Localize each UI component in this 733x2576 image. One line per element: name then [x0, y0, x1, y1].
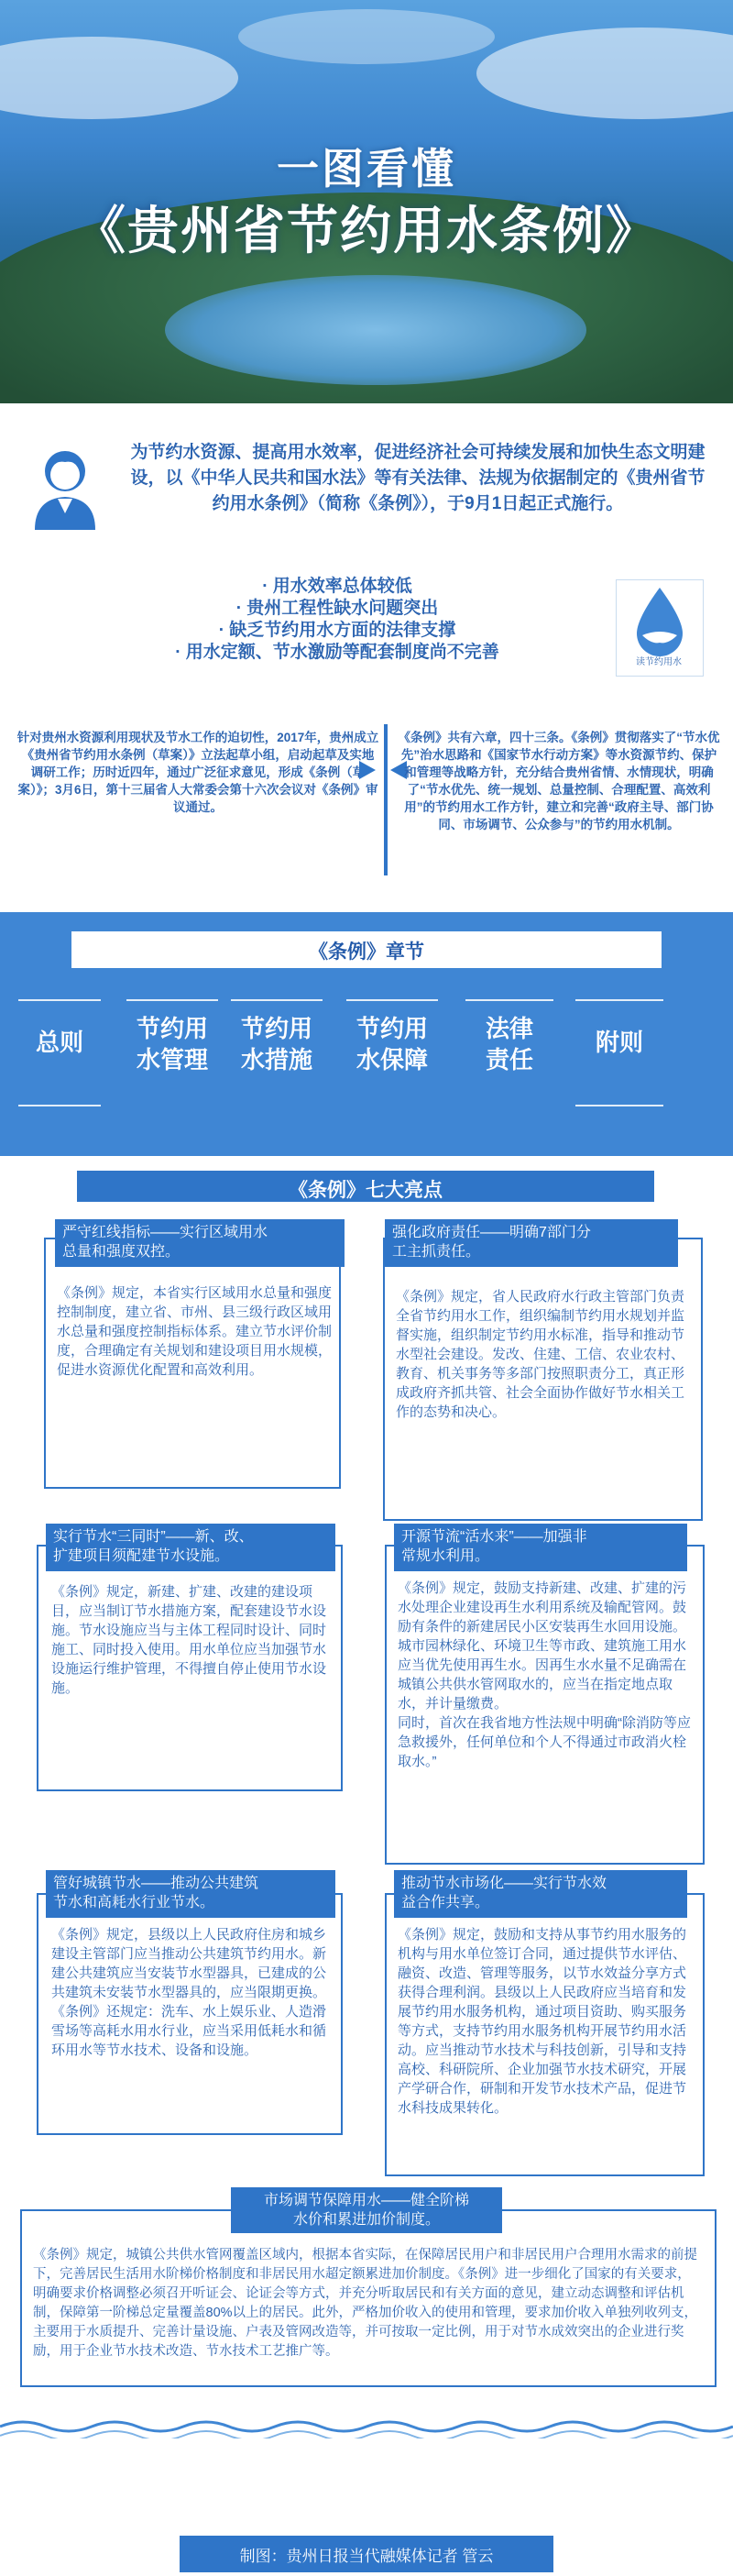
- highlight-card-head: [231, 2187, 502, 2233]
- highlight-head-line: 工主抓责任。: [392, 1244, 481, 1260]
- chapter-rule: [231, 999, 323, 1001]
- chapter-rule: [126, 999, 218, 1001]
- intro-text: 为节约水资源、提高用水效率，促进经济社会可持续发展和加快生态文明建设，以《中华人民共和国水法》等有关法律、法规为依据制定的《贵州省节约用水条例》（简称《条例》），于9月1日起正式施行。: [130, 443, 706, 513]
- issue-item: · 缺乏节约用水方面的法律支撑: [218, 621, 456, 640]
- logo-label: 读节约用水: [636, 657, 682, 667]
- chapter-3: [231, 1013, 323, 1075]
- highlight-head-line: 常规水利用。: [401, 1548, 490, 1564]
- highlight-card-head: [55, 1219, 345, 1267]
- highlights-title: 《条例》七大亮点: [289, 1180, 443, 1201]
- chapter-label: 节约用: [136, 1015, 208, 1042]
- chapter-label: 附则: [595, 1029, 643, 1056]
- highlight-card-head: [394, 1870, 687, 1918]
- highlight-card-body: 《条例》规定，鼓励支持新建、改建、扩建的污水处理企业建设再生水利用系统及输配管网。鼓励有条件的新建居民小区安装再生水回用设施。城市园林绿化、环境卫生等市政、建筑施工用水应当优先使用再生水。因再生水水量不足确需在城镇公共供水管网取水的，应当在指定地点取水，并计量缴费。 同时，首次在我省地方性法规中明确“除消防等应急救援外，任何单位和个人不得通过市政消火栓取水。”: [398, 1580, 691, 1769]
- divider-arrow-left: [359, 761, 376, 779]
- chapter-rule: [575, 999, 663, 1001]
- highlight-head-line: 推动节水市场化——实行节水效: [401, 1876, 607, 1891]
- overview-text: 《条例》共有六章，四十三条。《条例》贯彻落实了“节水优先”治水思路和《国家节水行动方案》等水资源节约、保护和管理等战略方针，充分结合贵州省情、水情现状，明确了“节水优先、统一规划、总量控制、合理配置、高效利用”的节约用水工作方针，建立和完善“政府主导、部门协同、市场调节、公众参与”的节约用水机制。: [398, 731, 720, 831]
- highlight-card-head: [394, 1524, 687, 1571]
- chapter-6: [575, 1027, 663, 1058]
- column-divider: [384, 724, 388, 875]
- highlight-head-line: 总量和强度双控。: [62, 1244, 181, 1260]
- hero-title-line1: 一图看懂: [277, 145, 456, 193]
- highlight-head-line: 节水和高耗水行业节水。: [53, 1895, 215, 1910]
- credit-text: 制图：贵州日报当代融媒体记者 管云: [239, 2548, 494, 2565]
- highlight-head-line: 市场调节保障用水——健全阶梯: [263, 2193, 469, 2208]
- issue-item: · 用水定额、节水激励等配套制度尚不完善: [175, 643, 499, 662]
- background-text: 针对贵州水资源利用现状及节水工作的迫切性，2017年，贵州成立《贵州省节约用水条例（草案）》立法起草小组，启动起草及实地调研工作；历时近四年，通过广泛征求意见，形成《条例（草案）》；3月6日，第十三届省人大常委会第十六次会议对《条例》审议通过。: [16, 731, 379, 814]
- highlight-head-line: 开源节流“活水来”——加强非: [401, 1529, 587, 1545]
- highlight-card-head: [46, 1524, 335, 1571]
- chapter-rule: [346, 999, 438, 1001]
- highlight-card-body: 《条例》规定，新建、扩建、改建的建设项目，应当制订节水措施方案，配套建设节水设施。节水设施应当与主体工程同时设计、同时施工、同时投入使用。用水单位应当加强节水设施运行维护管理，不得擅自停止使用节水设施。: [51, 1584, 327, 1696]
- highlight-head-line: 水价和累进加价制度。: [292, 2212, 440, 2228]
- chapter-rule: [18, 999, 101, 1001]
- chapter-5: [465, 1013, 553, 1075]
- chapter-label: 责任: [485, 1046, 533, 1073]
- chapter-label: 节约用: [240, 1015, 312, 1042]
- issue-item: · 用水效率总体较低: [262, 577, 412, 596]
- highlight-card-head: [385, 1219, 678, 1267]
- chapter-label: 水措施: [240, 1046, 312, 1073]
- chapter-4: [346, 1013, 438, 1075]
- chapter-label: 法律: [485, 1015, 533, 1042]
- chapter-label: 节约用: [356, 1015, 428, 1042]
- chapter-1: [18, 1027, 101, 1058]
- highlight-card-body: 《条例》规定，本省实行区域用水总量和强度控制制度，建立省、市州、县三级行政区域用水总量和强度控制指标体系。建立节水评价制度，合理确定有关规划和建设项目用水规模，促进水资源优化配置和高效利用。: [57, 1285, 333, 1378]
- highlight-head-line: 管好城镇节水——推动公共建筑: [53, 1876, 259, 1891]
- highlight-card-body: 《条例》规定，县级以上人民政府住房和城乡建设主管部门应当推动公共建筑节约用水。新建公共建筑应当安装节水型器具，已建成的公共建筑未安装节水型器具的，应当限期更换。 《条例》还规定：洗车、水上娱乐业、人造滑雪场等高耗水用水行业，应当采用低耗水和循环用水等节水技术、设备和设施。: [51, 1927, 327, 2058]
- highlight-head-line: 严守红线指标——实行区域用水: [62, 1225, 268, 1240]
- chapters-title: 《条例》章节: [309, 941, 424, 963]
- issues-list: [81, 576, 594, 664]
- person-icon: [29, 442, 101, 534]
- issue-item: · 贵州工程性缺水问题突出: [235, 599, 439, 618]
- highlight-head-line: 扩建项目须配建节水设施。: [53, 1548, 230, 1564]
- highlight-card-body: 《条例》规定，鼓励和支持从事节约用水服务的机构与用水单位签订合同，通过提供节水评估、融资、改造、管理等服务，以节水效益分享方式获得合理利润。县级以上人民政府应当培育和发展节约用水服务机构，通过项目资助、购买服务等方式，支持节约用水服务机构开展节约用水活动。应当推动节水技术与科技创新，引导和支持高校、科研院所、企业加强节水技术研究，开展产学研合作，研制和开发节水技术产品，促进节水科技成果转化。: [398, 1927, 687, 2116]
- chapter-label: 水保障: [356, 1046, 428, 1073]
- hero-title-line2: 《贵州省节约用水条例》: [74, 202, 659, 259]
- chapter-label: 水管理: [136, 1046, 208, 1073]
- chapter-rule: [18, 1105, 101, 1106]
- highlight-card-body: 《条例》规定，城镇公共供水管网覆盖区域内，根据本省实际，在保障居民用户和非居民用户合理用水需求的前提下，完善居民生活用水阶梯价格制度和非居民用水超定额累进加价制度。《条例》进一步细化了国家的有关要求，明确要求价格调整必须召开听证会、论证会等方式，并充分听取居民和有关方面的意见，建立动态调整和评估机制，保障第一阶梯总定量覆盖80%以上的居民。此外，严格加价收入的使用和管理，要求加价收入单独列收列支，主要用于水质提升、完善计量设施、户表及管网改造等，并可按取一定比例，用于对节水成效突出的企业进行奖励，用于企业节水技术改造、节水技术工艺推广等。: [33, 2248, 698, 2359]
- highlight-head-line: 强化政府责任——明确7部门分: [392, 1225, 591, 1240]
- chapter-2: [126, 1013, 218, 1075]
- chapter-rule: [465, 999, 553, 1001]
- highlight-head-line: 益合作共享。: [401, 1895, 490, 1910]
- highlight-head-line: 实行节水“三同时”——新、改、: [53, 1529, 254, 1545]
- chapter-label: 总则: [35, 1029, 83, 1056]
- chapter-rule: [575, 1105, 663, 1106]
- highlight-card-head: [46, 1870, 335, 1918]
- highlight-card-body: 《条例》规定，省人民政府水行政主管部门负责全省节约用水工作，组织编制节约用水规划并监督实施，组织制定节约用水标准，指导和推动节水型社会建设。发改、住建、工信、农业农村、教育、机关事务等多部门按照职责分工，真正形成政府齐抓共管、社会全面协作做好节水相关工作的态势和决心。: [396, 1289, 685, 1420]
